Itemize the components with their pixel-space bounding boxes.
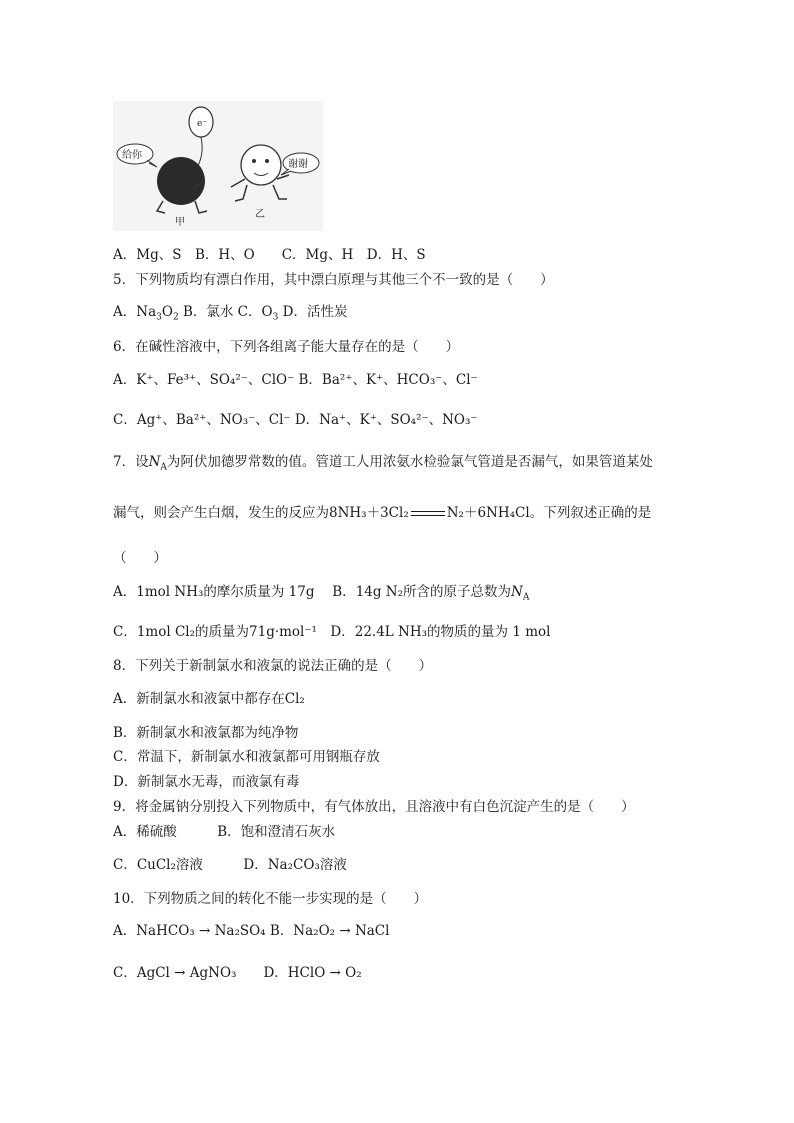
q9-options-cd: C．CuCl₂溶液 D．Na₂CO₃溶液 <box>113 857 347 873</box>
balloon-label: e⁻ <box>197 119 208 129</box>
q7-options-ab: A．1mol NH₃的摩尔质量为 17g B．14g N₂所含的原子总数为$N_A$ <box>113 584 530 603</box>
q9-stem: 9．将金属钠分别投入下列物质中，有气体放出，且溶液中有白色沉淀产生的是（ ） <box>113 799 635 815</box>
q8-option-c: C．常温下，新制氯水和液氯都可用钢瓶存放 <box>113 749 380 765</box>
q10-stem: 10．下列物质之间的转化不能一步实现的是（ ） <box>113 891 428 907</box>
q6-options-cd: C．Ag⁺、Ba²⁺、NO₃⁻、Cl⁻ D．Na⁺、K⁺、SO₄²⁻、NO₃⁻ <box>113 412 478 428</box>
q6-stem: 6．在碱性溶液中，下列各组离子能大量存在的是（ ） <box>113 339 460 355</box>
q7-options-cd: C．1mol Cl₂的质量为71g·mol⁻¹ D．22.4L NH₃的物质的量为 1 mol <box>113 624 551 640</box>
q8-option-d: D．新制氯水无毒，而液氯有毒 <box>113 774 300 790</box>
label-jia: 甲 <box>175 217 185 228</box>
q8-option-a: A．新制氯水和液氯中都存在Cl₂ <box>113 691 305 707</box>
q9-options-ab: A．稀硫酸 B．饱和澄清石灰水 <box>113 824 336 840</box>
speech-left: 给你 <box>122 150 142 161</box>
q7-answer-blank: （ ） <box>113 550 167 566</box>
q5-stem: 5．下列物质均有漂白作用，其中漂白原理与其他三个不一致的是（ ） <box>113 272 554 288</box>
label-yi: 乙 <box>255 209 265 220</box>
q8-stem: 8．下列关于新制氯水和液氯的说法正确的是（ ） <box>113 658 433 674</box>
q7-stem-line2: 漏气，则会产生白烟，发生的反应为8NH₃＋3Cl₂ N₂＋6NH₄Cl。下列叙述正确的是 <box>113 505 652 521</box>
q8-option-b: B．新制氯水和液氯都为纯净物 <box>113 725 299 741</box>
q7-stem-line1: 7．设$N_A$为阿伏加德罗常数的值。管道工人用浓氨水检验氯气管道是否漏气，如果管道某处 <box>113 454 653 473</box>
atom-jia <box>157 157 205 205</box>
q5-options: A．$Na_3O_2$ B．氯水 C．$O_3$ D．活性炭 <box>113 304 348 323</box>
q6-options-ab: A．K⁺、Fe³⁺、SO₄²⁻、ClO⁻ B．Ba²⁺、K⁺、HCO₃⁻、Cl⁻ <box>113 372 478 388</box>
q10-options-cd: C．AgCl → AgNO₃ D．HClO → O₂ <box>113 965 362 981</box>
speech-right: 谢谢 <box>288 159 308 170</box>
q4-options: A．Mg、S B．H、O C．Mg、H D．H、S <box>113 247 426 263</box>
electron-transfer-figure <box>113 101 323 231</box>
atom-yi <box>241 145 281 185</box>
q10-options-ab: A．NaHCO₃ → Na₂SO₄ B．Na₂O₂ → NaCl <box>113 923 390 939</box>
